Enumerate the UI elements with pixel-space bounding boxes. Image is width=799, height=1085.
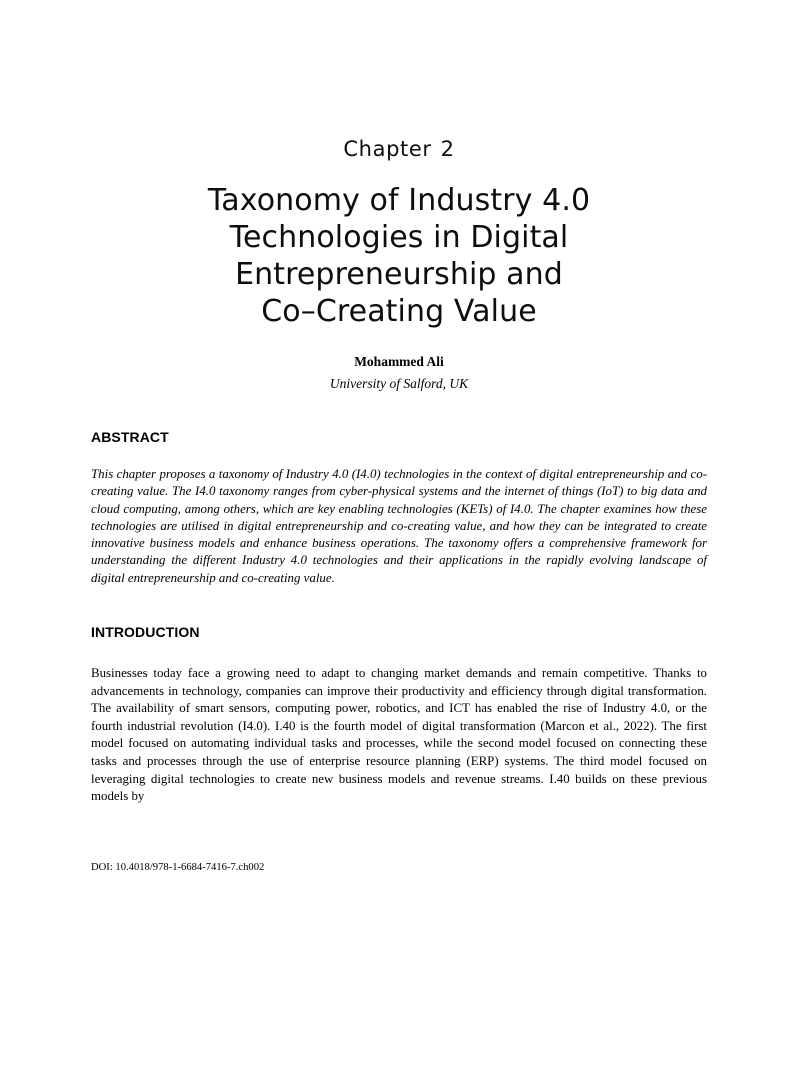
chapter-word: Chapter <box>343 137 432 161</box>
author-name: Mohammed Ali <box>354 354 444 369</box>
title-line-4: Co–Creating Value <box>261 294 537 329</box>
doi-footer: DOI: 10.4018/978-1-6684-7416-7.ch002 <box>91 862 265 873</box>
page-title <box>91 160 707 330</box>
abstract-body: This chapter proposes a taxonomy of Industry 4.0 (I4.0) technologies in the context of digital entrepreneurship and co-creating value. The I4.0 taxonomy ranges from cyber-physical systems and the internet of things (IoT) to big data and cloud computing, among others, which are key enabling technologies (KETs) of I4.0. The chapter examines how these technologies are utilised in digital entrepreneurship and co-creating value, and how they can be integrated to create innovative business models and enhance business operations. The taxonomy offers a comprehensive framework for understanding the different Industry 4.0 technologies and their applications in the rapidly evolving landscape of digital entrepreneurship and co-creating value. <box>91 467 707 585</box>
byline <box>91 330 707 393</box>
section-introduction <box>91 587 707 806</box>
title-line-2: Technologies in Digital <box>229 220 569 255</box>
title-line-3: Entrepreneurship and <box>235 257 563 292</box>
section-abstract <box>91 393 707 587</box>
author-affiliation: University of Salford, UK <box>329 376 469 391</box>
title-line-1: Taxonomy of Industry 4.0 <box>207 183 591 218</box>
introduction-body: Businesses today face a growing need to adapt to changing market demands and remain competitive. Thanks to advancements in technology, companies can improve their productivity and efficiency through digital transformation. The availability of smart sensors, computing power, robotics, and ICT has enabled the rise of Industry 4.0, or the fourth industrial revolution (I4.0). I.40 is the fourth model of digital transformation (Marcon et al., 2022). The first model focused on automating individual tasks and processes, while the second model focused on connecting these tasks and processes through the use of enterprise resource planning (ERP) systems. The third model focused on leveraging digital technologies to create new business models and revenue streams. I.40 builds on these previous models by <box>91 666 707 804</box>
content-column <box>91 0 707 806</box>
abstract-heading: ABSTRACT <box>91 429 169 445</box>
introduction-heading: INTRODUCTION <box>91 624 200 641</box>
chapter-label <box>91 0 707 160</box>
chapter-number: 2 <box>440 137 455 161</box>
